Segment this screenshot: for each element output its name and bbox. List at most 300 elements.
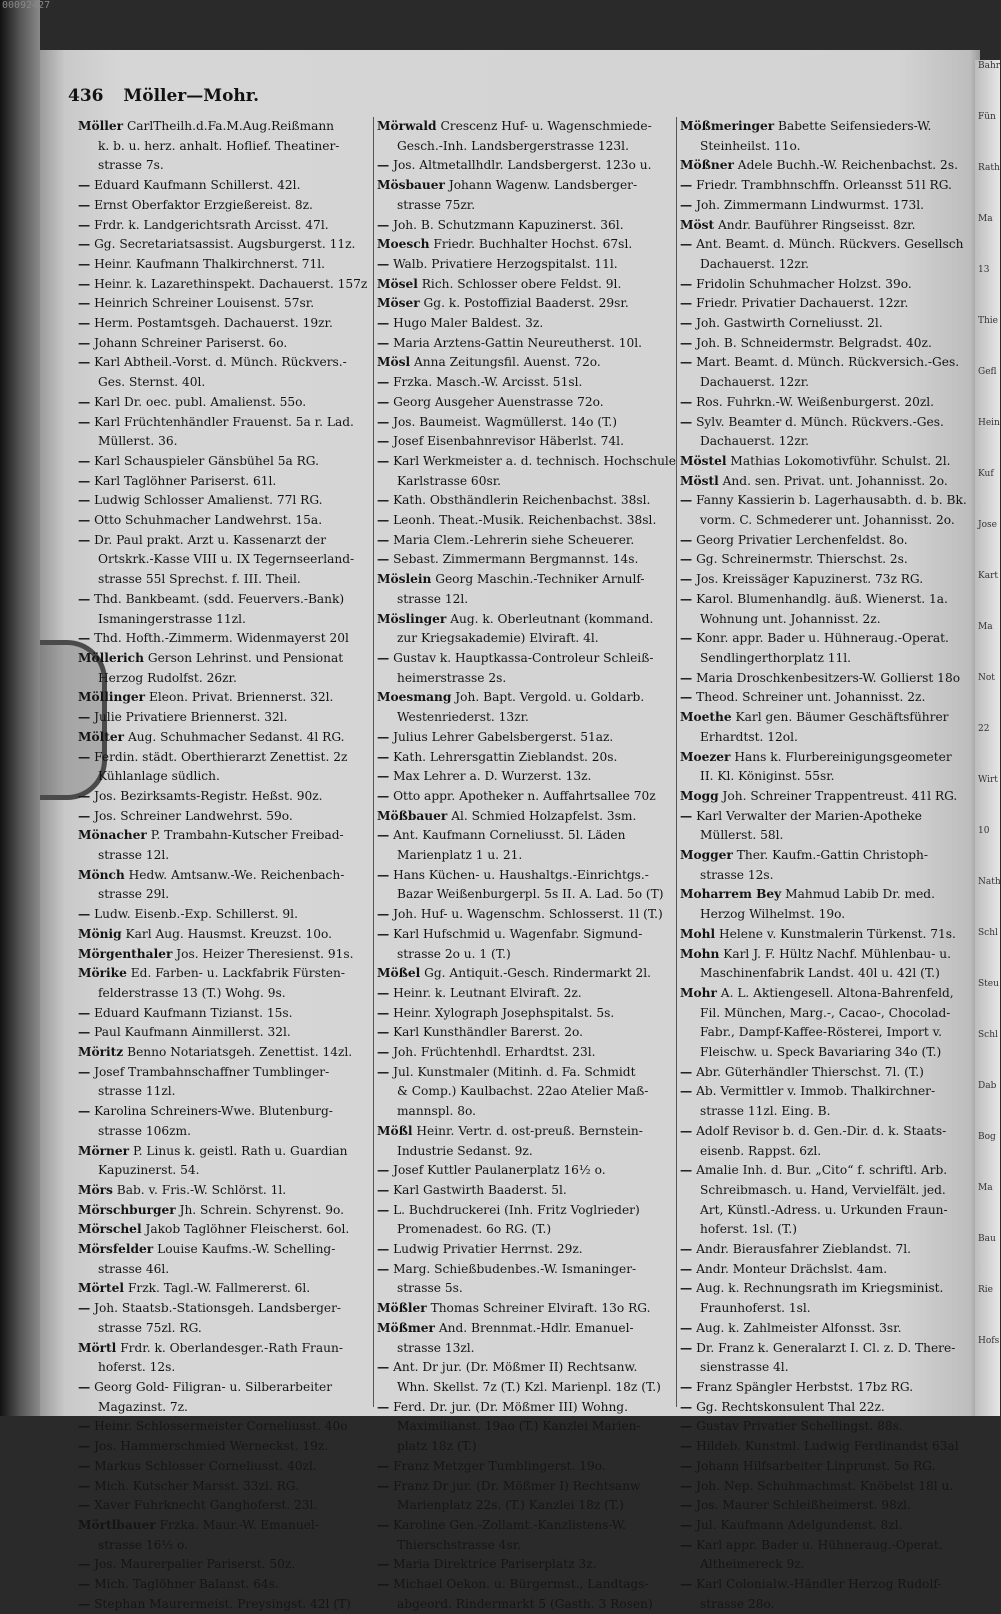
entry-text: Müllerst. 58l. bbox=[700, 828, 784, 843]
entry-text: Jos. Maurer Schleißheimerst. 98zl. bbox=[696, 1498, 911, 1513]
directory-entry bbox=[680, 1063, 970, 1083]
entry-continuation bbox=[377, 629, 672, 649]
directory-entry bbox=[377, 1181, 672, 1201]
surname: Mörschel bbox=[78, 1222, 142, 1237]
directory-entry bbox=[377, 176, 672, 196]
surname: Mörsfelder bbox=[78, 1242, 154, 1257]
surname: Mörner bbox=[78, 1143, 130, 1158]
entry-text: Eduard Kaufmann Schillerst. 42l. bbox=[94, 178, 301, 193]
repeat-dash: — bbox=[377, 1557, 390, 1572]
entry-continuation bbox=[377, 196, 672, 216]
entry-text: Marg. Schießbudenbes.-W. Ismaninger- bbox=[393, 1261, 637, 1276]
repeat-dash: — bbox=[377, 907, 390, 922]
entry-continuation bbox=[78, 1161, 370, 1181]
repeat-dash: — bbox=[680, 414, 693, 429]
directory-entry bbox=[680, 452, 970, 472]
repeat-dash: — bbox=[78, 276, 91, 291]
repeat-dash: — bbox=[78, 1380, 91, 1394]
repeat-dash: — bbox=[377, 375, 390, 390]
repeat-dash: — bbox=[680, 552, 693, 567]
directory-entry bbox=[78, 748, 370, 768]
entry-text: Kath. Obsthändlerin Reichenbachst. 38sl. bbox=[393, 493, 651, 508]
surname: Mönch bbox=[78, 867, 125, 882]
repeat-dash: — bbox=[78, 178, 91, 193]
entry-text: Gg. Secretariatsassist. Augsburgerst. 11z. bbox=[94, 237, 356, 252]
edge-fragment: Steu bbox=[978, 979, 999, 989]
directory-entry bbox=[377, 1555, 672, 1575]
entry-text: Franz Spängler Herbstst. 17bz RG. bbox=[696, 1380, 914, 1394]
entry-text: Gesch.-Inh. Landsbergerstrasse 123l. bbox=[397, 138, 629, 153]
directory-entry bbox=[680, 117, 970, 137]
entry-text: Walb. Privatiere Herzogspitalst. 11l. bbox=[393, 256, 618, 271]
repeat-dash: — bbox=[377, 1163, 390, 1178]
repeat-dash: — bbox=[377, 532, 390, 547]
entry-text: Heinr. Kaufmann Thalkirchnerst. 71l. bbox=[94, 256, 326, 271]
entry-text: Jh. Schrein. Schyrenst. 9o. bbox=[179, 1202, 345, 1217]
entry-text: Jos. Maurerpalier Pariserst. 50z. bbox=[94, 1557, 296, 1572]
directory-entry bbox=[680, 294, 970, 314]
surname: Mohl bbox=[680, 926, 716, 941]
directory-entry bbox=[680, 925, 970, 945]
surname: Möllerich bbox=[78, 650, 144, 665]
repeat-dash: — bbox=[78, 296, 91, 311]
directory-entry bbox=[78, 728, 370, 748]
repeat-dash: — bbox=[680, 1320, 693, 1335]
surname: Mößbauer bbox=[377, 808, 448, 823]
entry-text: Magazinst. 7z. bbox=[98, 1399, 188, 1414]
directory-entry bbox=[377, 610, 672, 630]
directory-entry bbox=[680, 176, 970, 196]
repeat-dash: — bbox=[377, 158, 390, 173]
entry-text: Kath. Lehrersgattin Zieblandst. 20s. bbox=[393, 749, 618, 764]
repeat-dash: — bbox=[680, 1419, 693, 1434]
entry-text: platz 18z (T.) bbox=[397, 1439, 477, 1454]
directory-entry bbox=[377, 511, 672, 531]
entry-text: Otto Schuhmacher Landwehrst. 15a. bbox=[94, 513, 323, 528]
directory-entry bbox=[377, 393, 672, 413]
entry-text: Hedw. Amtsanw.-We. Reichenbach- bbox=[128, 867, 345, 882]
directory-entry bbox=[78, 649, 370, 669]
entry-text: Karl Dr. oec. publ. Amalienst. 55o. bbox=[94, 394, 307, 409]
repeat-dash: — bbox=[377, 217, 390, 232]
directory-entry bbox=[377, 294, 672, 314]
directory-entry bbox=[78, 452, 370, 472]
entry-text: Steinheilst. 11o. bbox=[700, 138, 801, 153]
entry-text: Benno Notariatsgeh. Zenettist. 14zl. bbox=[127, 1045, 353, 1060]
entry-continuation bbox=[78, 610, 370, 630]
entry-text: Mathias Lokomotivführ. Schulst. 2l. bbox=[730, 453, 951, 468]
repeat-dash: — bbox=[377, 1182, 390, 1197]
directory-entry bbox=[680, 413, 970, 433]
next-page-edge bbox=[975, 60, 1000, 1416]
entry-continuation bbox=[680, 1220, 970, 1240]
repeat-dash: — bbox=[680, 670, 693, 685]
entry-text: Herzog Rudolfst. 26zr. bbox=[98, 670, 237, 685]
entry-text: Ant. Beamt. d. Münch. Rückvers. Gesellsch bbox=[696, 237, 964, 252]
entry-text: felderstrasse 13 (T.) Wohg. 9s. bbox=[98, 985, 286, 1000]
directory-entry bbox=[78, 1437, 370, 1457]
entry-continuation bbox=[78, 1398, 370, 1418]
entry-continuation bbox=[680, 866, 970, 886]
surname: Möslein bbox=[377, 572, 432, 587]
repeat-dash: — bbox=[78, 1498, 91, 1513]
repeat-dash: — bbox=[680, 493, 693, 508]
entry-text: Maria Droschkenbesitzers-W. Gollierst 18o bbox=[696, 670, 961, 685]
entry-text: Karl Colonialw.-Händler Herzog Rudolf- bbox=[696, 1577, 942, 1592]
repeat-dash: — bbox=[78, 532, 91, 547]
entry-text: Fabr., Dampf-Kaffee-Rösterei, Import v. bbox=[700, 1025, 942, 1040]
entry-text: Franz Metzger Tumblingerst. 19o. bbox=[393, 1458, 606, 1473]
repeat-dash: — bbox=[680, 532, 693, 547]
directory-entry bbox=[78, 413, 370, 433]
repeat-dash: — bbox=[78, 513, 91, 528]
entry-text: Julie Privatiere Briennerst. 32l. bbox=[94, 710, 288, 725]
repeat-dash: — bbox=[78, 907, 91, 922]
entry-text: Eleon. Privat. Briennerst. 32l. bbox=[148, 690, 334, 705]
entry-text: vorm. C. Schmederer unt. Johannisst. 2o. bbox=[700, 513, 955, 528]
entry-continuation bbox=[680, 1004, 970, 1024]
entry-text: abgeord. Rindermarkt 5 (Gasth. 3 Rosen) bbox=[397, 1596, 653, 1611]
repeat-dash: — bbox=[78, 197, 91, 212]
repeat-dash: — bbox=[78, 1301, 91, 1316]
page-header bbox=[68, 86, 259, 106]
entry-text: Joh. B. Schutzmann Kapuzinerst. 36l. bbox=[393, 217, 624, 232]
entry-continuation bbox=[78, 137, 370, 157]
directory-entry bbox=[78, 294, 370, 314]
entry-continuation bbox=[78, 1358, 370, 1378]
entry-text: Thd. Hofth.-Zimmerm. Widenmayerst 20l bbox=[94, 631, 349, 646]
entry-text: Art, Künstl.-Adress. u. Urkunden Fraun- bbox=[700, 1202, 948, 1217]
entry-text: strasse 46l. bbox=[98, 1261, 170, 1276]
directory-entry bbox=[377, 787, 672, 807]
entry-text: Theod. Schreiner unt. Johannisst. 2z. bbox=[696, 690, 926, 705]
repeat-dash: — bbox=[78, 1025, 91, 1040]
repeat-dash: — bbox=[680, 355, 693, 370]
entry-text: Marienplatz 1 u. 21. bbox=[397, 848, 523, 863]
repeat-dash: — bbox=[680, 690, 693, 705]
directory-entry bbox=[78, 511, 370, 531]
directory-entry bbox=[78, 925, 370, 945]
repeat-dash: — bbox=[377, 453, 390, 468]
entry-text: Louise Kaufms.-W. Schelling- bbox=[157, 1242, 336, 1257]
entry-continuation bbox=[680, 1358, 970, 1378]
repeat-dash: — bbox=[680, 1281, 693, 1296]
entry-continuation bbox=[78, 156, 370, 176]
entry-continuation bbox=[377, 1595, 672, 1614]
entry-text: strasse 2o u. 1 (T.) bbox=[397, 946, 511, 961]
entry-text: Ernst Oberfaktor Erzgießereist. 8z. bbox=[94, 197, 313, 212]
surname: Mörtl bbox=[78, 1340, 117, 1355]
directory-entry bbox=[680, 1339, 970, 1359]
entry-continuation bbox=[78, 767, 370, 787]
entry-text: Al. Schmied Holzapfelst. 3sm. bbox=[451, 808, 637, 823]
entry-text: Sebast. Zimmermann Bergmannst. 14s. bbox=[393, 552, 639, 567]
directory-entry bbox=[680, 1378, 970, 1398]
edge-fragment: Hofs bbox=[978, 1336, 1000, 1346]
repeat-dash: — bbox=[680, 1163, 693, 1178]
entry-continuation bbox=[78, 570, 370, 590]
entry-continuation bbox=[680, 826, 970, 846]
directory-entry bbox=[680, 984, 970, 1004]
directory-entry bbox=[680, 945, 970, 965]
surname: Mößner bbox=[680, 158, 734, 173]
repeat-dash: — bbox=[377, 1261, 390, 1276]
directory-entry bbox=[78, 1043, 370, 1063]
entry-text: Marienplatz 22s. (T.) Kanzlei 18z (T.) bbox=[397, 1498, 624, 1513]
directory-entry bbox=[680, 1082, 970, 1102]
repeat-dash: — bbox=[377, 1360, 390, 1375]
repeat-dash: — bbox=[78, 1458, 91, 1473]
repeat-dash: — bbox=[377, 985, 390, 1000]
entry-text: Jos. Heizer Theresienst. 91s. bbox=[176, 946, 354, 961]
directory-entry bbox=[377, 1477, 672, 1497]
column-divider bbox=[373, 117, 374, 1407]
directory-entry bbox=[78, 1004, 370, 1024]
entry-text: Dachauerst. 12zr. bbox=[700, 256, 810, 271]
entry-text: strasse 12l. bbox=[397, 591, 469, 606]
edge-fragment: Rie bbox=[978, 1285, 993, 1295]
directory-entry bbox=[377, 866, 672, 886]
entry-text: strasse 106zm. bbox=[98, 1123, 191, 1138]
entry-text: Ant. Dr jur. (Dr. Mößmer II) Rechtsanw. bbox=[393, 1360, 638, 1375]
repeat-dash: — bbox=[78, 1439, 91, 1454]
entry-text: Joh. Gastwirth Corneliusst. 2l. bbox=[696, 316, 883, 331]
entry-text: Joh. Früchtenhdl. Erhardtst. 23l. bbox=[393, 1045, 596, 1060]
entry-text: II. Kl. Königinst. 55sr. bbox=[700, 769, 835, 784]
surname: Mörtel bbox=[78, 1281, 125, 1296]
directory-entry bbox=[78, 590, 370, 610]
surname: Möller bbox=[78, 119, 124, 133]
directory-entry bbox=[680, 1496, 970, 1516]
repeat-dash: — bbox=[377, 749, 390, 764]
repeat-dash: — bbox=[680, 1242, 693, 1257]
entry-continuation bbox=[377, 669, 672, 689]
edge-fragment: 22 bbox=[978, 724, 990, 734]
entry-text: Karl J. F. Hültz Nachf. Mühlenbau- u. bbox=[723, 946, 951, 961]
entry-continuation bbox=[680, 728, 970, 748]
directory-entry bbox=[680, 235, 970, 255]
entry-text: Altheimereck 9z. bbox=[700, 1557, 805, 1572]
directory-entry bbox=[78, 688, 370, 708]
entry-text: Ferd. Dr. jur. (Dr. Mößmer III) Wohng. bbox=[393, 1399, 628, 1414]
edge-fragment: Kuf bbox=[978, 469, 994, 479]
entry-text: Franz Dr jur. (Dr. Mößmer I) Rechtsanw bbox=[393, 1478, 641, 1493]
entry-text: CarlTheilh.d.Fa.M.Aug.Reißmann bbox=[126, 119, 335, 133]
repeat-dash: — bbox=[377, 1517, 390, 1532]
entry-continuation bbox=[680, 1201, 970, 1221]
entry-continuation bbox=[377, 1536, 672, 1556]
directory-entry bbox=[680, 314, 970, 334]
entry-text: strasse 12l. bbox=[98, 848, 170, 863]
entry-continuation bbox=[680, 964, 970, 984]
entry-continuation bbox=[377, 137, 672, 157]
entry-text: P. Linus k. geistl. Rath u. Guardian bbox=[132, 1143, 348, 1158]
entry-text: Müllerst. 36. bbox=[98, 434, 178, 449]
directory-entry bbox=[377, 275, 672, 295]
surname: Moesch bbox=[377, 237, 430, 252]
repeat-dash: — bbox=[377, 552, 390, 567]
surname: Möllinger bbox=[78, 690, 146, 705]
entry-text: strasse 28o. bbox=[700, 1596, 775, 1611]
directory-entry bbox=[78, 531, 370, 551]
entry-text: Joh. Huf- u. Wagenschm. Schlosserst. 1l (T.) bbox=[393, 907, 663, 922]
surname: Mörs bbox=[78, 1182, 113, 1197]
entry-continuation bbox=[680, 1555, 970, 1575]
entry-text: Fridolin Schuhmacher Holzst. 39o. bbox=[696, 276, 912, 291]
repeat-dash: — bbox=[680, 1498, 693, 1513]
repeat-dash: — bbox=[680, 1340, 693, 1355]
directory-entry bbox=[680, 570, 970, 590]
directory-entry bbox=[377, 491, 672, 511]
entry-text: Dr. Paul prakt. Arzt u. Kassenarzt der bbox=[94, 532, 327, 547]
repeat-dash: — bbox=[377, 414, 390, 429]
edge-fragment: Schl bbox=[978, 1030, 998, 1040]
directory-entry bbox=[377, 235, 672, 255]
entry-continuation bbox=[680, 1299, 970, 1319]
entry-text: Karl Aug. Hausmst. Kreuzst. 10o. bbox=[125, 926, 332, 941]
directory-entry bbox=[377, 373, 672, 393]
directory-entry bbox=[78, 1595, 370, 1614]
entry-text: Hans k. Flurbereinigungsgeometer bbox=[734, 749, 952, 764]
repeat-dash: — bbox=[377, 1045, 390, 1060]
entry-continuation bbox=[78, 1319, 370, 1339]
directory-entry bbox=[78, 826, 370, 846]
entry-text: Karl Gastwirth Baaderst. 5l. bbox=[393, 1182, 567, 1197]
entry-continuation bbox=[680, 610, 970, 630]
entry-continuation bbox=[680, 373, 970, 393]
surname: Mohr bbox=[680, 985, 717, 1000]
directory-entry bbox=[78, 1299, 370, 1319]
repeat-dash: — bbox=[78, 631, 91, 646]
directory-entry bbox=[377, 255, 672, 275]
entry-text: Erhardtst. 12ol. bbox=[700, 729, 798, 744]
entry-text: Jos. Altmetallhdlr. Landsbergerst. 123o u. bbox=[393, 158, 652, 173]
repeat-dash: — bbox=[78, 1419, 91, 1434]
entry-continuation bbox=[377, 708, 672, 728]
repeat-dash: — bbox=[78, 453, 91, 468]
entry-text: Karl Werkmeister a. d. technisch. Hochschule bbox=[393, 453, 677, 468]
entry-text: Sylv. Beamter d. Münch. Rückvers.-Ges. bbox=[696, 414, 944, 429]
edge-fragment: Bog bbox=[978, 1132, 996, 1142]
entry-text: Eduard Kaufmann Tizianst. 15s. bbox=[94, 1005, 293, 1020]
directory-entry bbox=[680, 846, 970, 866]
directory-entry bbox=[78, 334, 370, 354]
entry-text: Kühlanlage südlich. bbox=[98, 769, 220, 784]
entry-text: Fanny Kassierin b. Lagerhausabth. d. b. Bk. bbox=[696, 493, 967, 508]
directory-entry bbox=[78, 905, 370, 925]
entry-text: Karl Kunsthändler Barerst. 2o. bbox=[393, 1025, 584, 1040]
directory-entry bbox=[377, 767, 672, 787]
directory-entry bbox=[377, 1299, 672, 1319]
entry-text: Industrie Sedanst. 9z. bbox=[397, 1143, 533, 1158]
entry-text: Fleischw. u. Speck Bavariaring 34o (T.) bbox=[700, 1045, 942, 1060]
entry-text: Jos. Baumeist. Wagmüllerst. 14o (T.) bbox=[393, 414, 618, 429]
repeat-dash: — bbox=[680, 1537, 693, 1552]
entry-text: Rich. Schlosser obere Feldst. 9l. bbox=[421, 276, 622, 291]
directory-entry bbox=[78, 1477, 370, 1497]
directory-entry bbox=[680, 1161, 970, 1181]
directory-entry bbox=[680, 590, 970, 610]
entry-continuation bbox=[377, 1417, 672, 1437]
entry-text: And. sen. Privat. unt. Johannisst. 2o. bbox=[722, 473, 948, 488]
directory-entry bbox=[78, 1142, 370, 1162]
entry-text: Mahmud Labib Dr. med. bbox=[785, 887, 935, 902]
directory-entry bbox=[377, 688, 672, 708]
entry-text: Frdr. k. Oberlandesger.-Rath Fraun- bbox=[120, 1340, 343, 1355]
entry-text: Mich. Kutscher Marsst. 33zl. RG. bbox=[94, 1478, 299, 1493]
entry-text: hoferst. 12s. bbox=[98, 1360, 176, 1375]
directory-entry bbox=[377, 1004, 672, 1024]
repeat-dash: — bbox=[680, 1261, 693, 1276]
surname: Mönig bbox=[78, 926, 122, 941]
entry-text: Jos. Hammerschmied Werneckst. 19z. bbox=[94, 1439, 329, 1454]
entry-text: Karolina Schreiners-Wwe. Blutenburg- bbox=[94, 1104, 333, 1119]
entry-text: Georg Privatier Lerchenfeldst. 8o. bbox=[696, 532, 908, 547]
repeat-dash: — bbox=[680, 197, 693, 212]
surname: Mörschburger bbox=[78, 1202, 176, 1217]
entry-text: eisenb. Rappst. 6zl. bbox=[700, 1143, 822, 1158]
entry-continuation bbox=[377, 846, 672, 866]
directory-entry bbox=[680, 708, 970, 728]
repeat-dash: — bbox=[377, 769, 390, 784]
entry-text: zur Kriegsakademie) Elviraft. 4l. bbox=[397, 631, 599, 646]
edge-fragment: Wirt bbox=[978, 775, 998, 785]
repeat-dash: — bbox=[680, 1458, 693, 1473]
directory-entry bbox=[377, 413, 672, 433]
repeat-dash: — bbox=[78, 394, 91, 409]
entry-text: strasse 5s. bbox=[397, 1281, 463, 1296]
entry-text: Kapuzinerst. 54. bbox=[98, 1163, 200, 1178]
repeat-dash: — bbox=[377, 256, 390, 271]
entry-text: strasse 12s. bbox=[700, 867, 774, 882]
surname: Möser bbox=[377, 296, 420, 311]
entry-text: Heinrich Schreiner Louisenst. 57sr. bbox=[94, 296, 315, 311]
directory-entry bbox=[680, 1319, 970, 1339]
entry-continuation bbox=[78, 432, 370, 452]
directory-entry bbox=[680, 334, 970, 354]
directory-entry bbox=[78, 216, 370, 236]
entry-continuation bbox=[377, 1339, 672, 1359]
edge-fragment: Dab bbox=[978, 1081, 997, 1091]
entry-text: Max Lehrer a. D. Wurzerst. 13z. bbox=[393, 769, 592, 784]
entry-text: Frzka. Masch.-W. Arcisst. 51sl. bbox=[393, 375, 583, 390]
entry-text: strasse 11zl. Eing. B. bbox=[700, 1104, 831, 1119]
directory-entry bbox=[680, 353, 970, 373]
entry-continuation bbox=[377, 1082, 672, 1102]
entry-text: Karoline Gen.-Zollamt.-Kanzlistens-W. bbox=[393, 1517, 627, 1532]
directory-entry bbox=[78, 629, 370, 649]
entry-continuation bbox=[680, 432, 970, 452]
surname: Möslinger bbox=[377, 611, 447, 626]
surname: Mohn bbox=[680, 946, 720, 961]
repeat-dash: — bbox=[680, 1084, 693, 1099]
entry-text: Mart. Beamt. d. Münch. Rückversich.-Ges. bbox=[696, 355, 960, 370]
directory-entry bbox=[78, 964, 370, 984]
repeat-dash: — bbox=[78, 788, 91, 803]
entry-text: Maria Clem.-Lehrerin siehe Scheuerer. bbox=[393, 532, 635, 547]
entry-continuation bbox=[377, 1102, 672, 1122]
entry-text: strasse 11zl. bbox=[98, 1084, 176, 1099]
directory-entry bbox=[78, 945, 370, 965]
entry-text: Joh. Nep. Schuhmachmst. Knöbelst 18l u. bbox=[696, 1478, 954, 1493]
directory-entry bbox=[680, 748, 970, 768]
repeat-dash: — bbox=[78, 335, 91, 350]
repeat-dash: — bbox=[78, 256, 91, 271]
entry-text: Georg Maschin.-Techniker Arnulf- bbox=[435, 572, 645, 587]
repeat-dash: — bbox=[377, 1458, 390, 1473]
entry-continuation bbox=[78, 1082, 370, 1102]
entry-text: strasse 29l. bbox=[98, 887, 170, 902]
